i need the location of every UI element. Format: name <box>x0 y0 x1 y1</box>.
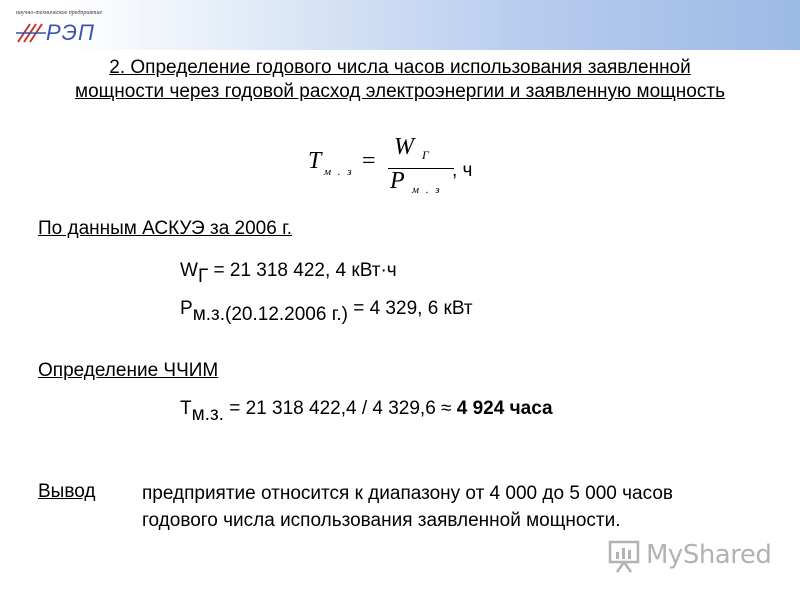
company-logo <box>8 6 118 46</box>
formula <box>302 134 502 196</box>
chchim-heading: Определение ЧЧИМ <box>38 360 219 381</box>
conclusion-heading: Вывод <box>38 481 96 502</box>
w-value: = 21 318 422, 4 кВт·ч <box>208 260 397 281</box>
t-expression: = 21 318 422,4 / 4 329,6 ≈ <box>223 398 457 419</box>
logo-text: РЭП <box>46 20 95 45</box>
formula-numerator-subscript: Г <box>422 148 429 162</box>
watermark-text: MyShared <box>646 540 772 570</box>
formula-unit: , ч <box>452 160 473 181</box>
t-subscript: м.з. <box>191 404 224 425</box>
annual-consumption-line <box>180 260 397 287</box>
watermark <box>608 538 778 578</box>
slide-title <box>10 56 790 104</box>
p-subscript: м.з.(20.12.2006 г.) <box>192 304 348 325</box>
presentation-chart-icon <box>608 538 642 574</box>
formula-numerator: W <box>394 134 414 160</box>
title-line-1: 2. Определение годового числа часов использования заявленной <box>109 57 691 78</box>
formula-equals: = <box>362 148 376 174</box>
p-symbol: P <box>180 298 193 319</box>
t-symbol: T <box>180 398 192 419</box>
formula-denominator-subscript: м . з <box>412 184 442 196</box>
askue-heading: По данным АСКУЭ за 2006 г. <box>38 218 292 239</box>
formula-lhs: T <box>308 148 322 174</box>
formula-lhs-subscript: м . з <box>324 166 354 178</box>
w-symbol: W <box>180 260 198 281</box>
formula-denominator: P <box>390 168 405 194</box>
logo-caption: научно-техническое предприятие <box>16 10 103 16</box>
t-result: 4 924 часа <box>456 398 553 419</box>
header-bar <box>0 0 800 50</box>
title-line-2: мощности через годовой расход электроэнергии и заявленную мощность <box>75 81 725 102</box>
p-value: = 4 329, 6 кВт <box>347 298 473 319</box>
conclusion-text <box>142 480 673 534</box>
declared-power-line <box>180 298 473 325</box>
conclusion-line-1: предприятие относится к диапазону от 4 000 до 5 000 часов <box>142 483 673 504</box>
logo-stripes-icon <box>16 22 46 44</box>
conclusion-line-2: годового числа использования заявленной мощности. <box>142 510 621 531</box>
w-subscript: Г <box>197 266 209 287</box>
chchim-calculation-line <box>180 398 553 425</box>
